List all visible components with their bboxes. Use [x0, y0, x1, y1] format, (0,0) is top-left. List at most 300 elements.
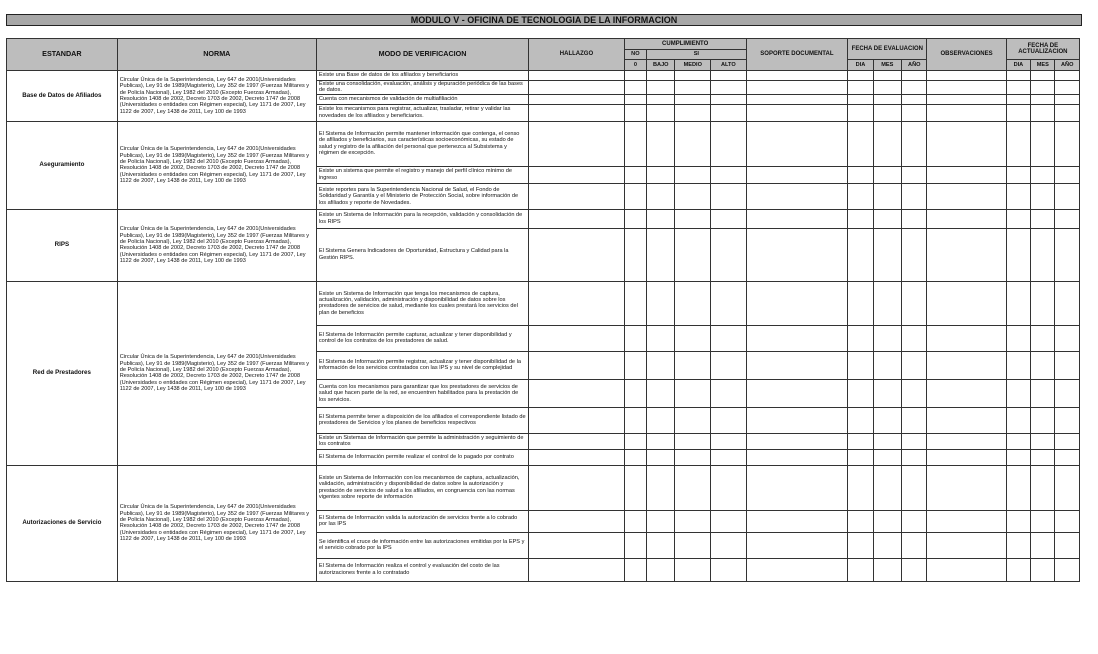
- empty-cell[interactable]: [1031, 166, 1055, 183]
- empty-cell[interactable]: [1006, 532, 1030, 558]
- empty-cell[interactable]: [1055, 121, 1080, 166]
- empty-cell[interactable]: [902, 104, 927, 121]
- empty-cell[interactable]: [1031, 379, 1055, 407]
- modo-verificacion-cell: El Sistema de Información valida la autorización de servicios frente a lo cobrado por las IPS: [316, 510, 528, 532]
- empty-cell[interactable]: [647, 379, 675, 407]
- empty-cell[interactable]: [1055, 166, 1080, 183]
- empty-cell[interactable]: [873, 71, 901, 81]
- empty-cell[interactable]: [675, 379, 711, 407]
- empty-cell[interactable]: [902, 166, 927, 183]
- empty-cell[interactable]: [624, 379, 646, 407]
- empty-cell[interactable]: [746, 351, 848, 379]
- empty-cell[interactable]: [873, 121, 901, 166]
- empty-cell[interactable]: [1031, 449, 1055, 465]
- empty-cell[interactable]: [1031, 228, 1055, 281]
- empty-cell[interactable]: [902, 532, 927, 558]
- empty-cell[interactable]: [848, 228, 873, 281]
- empty-cell[interactable]: [675, 94, 711, 104]
- empty-cell[interactable]: [1031, 325, 1055, 351]
- empty-cell[interactable]: [927, 71, 1006, 81]
- empty-cell[interactable]: [1055, 449, 1080, 465]
- empty-cell[interactable]: [746, 449, 848, 465]
- header-fecha-evaluacion: FECHA DE EVALUACION: [848, 39, 927, 60]
- empty-cell[interactable]: [529, 81, 625, 95]
- empty-cell[interactable]: [711, 379, 747, 407]
- empty-cell[interactable]: [848, 209, 873, 228]
- header-act-mes: MES: [1031, 60, 1055, 71]
- empty-cell[interactable]: [848, 449, 873, 465]
- empty-cell[interactable]: [848, 81, 873, 95]
- empty-cell[interactable]: [873, 81, 901, 95]
- empty-cell[interactable]: [746, 532, 848, 558]
- empty-cell[interactable]: [746, 81, 848, 95]
- empty-cell[interactable]: [1006, 104, 1030, 121]
- table-body: [7, 71, 1080, 582]
- empty-cell[interactable]: [624, 465, 646, 510]
- empty-cell[interactable]: [927, 104, 1006, 121]
- empty-cell[interactable]: [746, 281, 848, 325]
- empty-cell[interactable]: [1031, 94, 1055, 104]
- empty-cell[interactable]: [711, 325, 747, 351]
- header-alto: ALTO: [711, 60, 747, 71]
- empty-cell[interactable]: [529, 104, 625, 121]
- empty-cell[interactable]: [1006, 325, 1030, 351]
- empty-cell[interactable]: [624, 81, 646, 95]
- empty-cell[interactable]: [711, 532, 747, 558]
- empty-cell[interactable]: [873, 325, 901, 351]
- empty-cell[interactable]: [1055, 228, 1080, 281]
- header-fecha-actualizacion: FECHA DE ACTUALIZACION: [1006, 39, 1079, 60]
- empty-cell[interactable]: [902, 94, 927, 104]
- empty-cell[interactable]: [711, 465, 747, 510]
- empty-cell[interactable]: [873, 228, 901, 281]
- modo-verificacion-cell: Cuenta con mecanismos de validación de multiafiliación: [316, 94, 528, 104]
- empty-cell[interactable]: [746, 379, 848, 407]
- empty-cell[interactable]: [848, 281, 873, 325]
- empty-cell[interactable]: [675, 81, 711, 95]
- empty-cell[interactable]: [1055, 281, 1080, 325]
- modo-verificacion-cell: Existe reportes para la Superintendencia Nacional de Salud, el Fondo de Solidaridad y Garantía y el Ministerio de Protección Social, sobre información de los afiliados y reporte de Novedades.: [316, 183, 528, 209]
- empty-cell[interactable]: [1055, 325, 1080, 351]
- empty-cell[interactable]: [675, 351, 711, 379]
- empty-cell[interactable]: [1006, 121, 1030, 166]
- estandar-cell: Autorizaciones de Servicio: [7, 465, 118, 581]
- empty-cell[interactable]: [711, 510, 747, 532]
- empty-cell[interactable]: [848, 94, 873, 104]
- empty-cell[interactable]: [902, 465, 927, 510]
- empty-cell[interactable]: [711, 228, 747, 281]
- empty-cell[interactable]: [1031, 81, 1055, 95]
- empty-cell[interactable]: [529, 407, 625, 433]
- empty-cell[interactable]: [647, 407, 675, 433]
- table-row: [7, 465, 1080, 510]
- empty-cell[interactable]: [927, 407, 1006, 433]
- empty-cell[interactable]: [1006, 379, 1030, 407]
- empty-cell[interactable]: [1031, 433, 1055, 449]
- empty-cell[interactable]: [1031, 104, 1055, 121]
- empty-cell[interactable]: [647, 183, 675, 209]
- empty-cell[interactable]: [529, 379, 625, 407]
- header-act-dia: DIA: [1006, 60, 1030, 71]
- empty-cell[interactable]: [927, 558, 1006, 581]
- empty-cell[interactable]: [1055, 351, 1080, 379]
- empty-cell[interactable]: [624, 166, 646, 183]
- empty-cell[interactable]: [624, 449, 646, 465]
- empty-cell[interactable]: [902, 81, 927, 95]
- empty-cell[interactable]: [1031, 510, 1055, 532]
- empty-cell[interactable]: [1031, 183, 1055, 209]
- empty-cell[interactable]: [746, 325, 848, 351]
- empty-cell[interactable]: [873, 510, 901, 532]
- empty-cell[interactable]: [647, 465, 675, 510]
- empty-cell[interactable]: [927, 510, 1006, 532]
- empty-cell[interactable]: [1055, 510, 1080, 532]
- empty-cell[interactable]: [848, 558, 873, 581]
- empty-cell[interactable]: [1006, 510, 1030, 532]
- empty-cell[interactable]: [927, 532, 1006, 558]
- empty-cell[interactable]: [902, 558, 927, 581]
- empty-cell[interactable]: [848, 433, 873, 449]
- empty-cell[interactable]: [1031, 465, 1055, 510]
- modo-verificacion-cell: Cuenta con los mecanismos para garantizar que los prestadores de servicios de salud que hacen parte de la red, se encuentren habilitados para la prestación de los servicios.: [316, 379, 528, 407]
- empty-cell[interactable]: [927, 281, 1006, 325]
- empty-cell[interactable]: [647, 433, 675, 449]
- empty-cell[interactable]: [873, 532, 901, 558]
- empty-cell[interactable]: [746, 71, 848, 81]
- table-row: [7, 209, 1080, 228]
- empty-cell[interactable]: [624, 183, 646, 209]
- empty-cell[interactable]: [1006, 228, 1030, 281]
- empty-cell[interactable]: [902, 228, 927, 281]
- empty-cell[interactable]: [746, 121, 848, 166]
- modo-verificacion-cell: Existe una Base de datos de los afiliados y beneficiarios: [316, 71, 528, 81]
- empty-cell[interactable]: [711, 104, 747, 121]
- header-norma: NORMA: [117, 39, 316, 71]
- empty-cell[interactable]: [647, 449, 675, 465]
- empty-cell[interactable]: [711, 433, 747, 449]
- empty-cell[interactable]: [711, 71, 747, 81]
- modo-verificacion-cell: Existe los mecanismos para registrar, actualizar, trasladar, retirar y validar las novedades de los afiliados y beneficiarios.: [316, 104, 528, 121]
- empty-cell[interactable]: [647, 81, 675, 95]
- empty-cell[interactable]: [624, 510, 646, 532]
- empty-cell[interactable]: [647, 94, 675, 104]
- header-observaciones: OBSERVACIONES: [927, 39, 1006, 71]
- empty-cell[interactable]: [647, 71, 675, 81]
- empty-cell[interactable]: [647, 281, 675, 325]
- empty-cell[interactable]: [675, 228, 711, 281]
- empty-cell[interactable]: [1031, 121, 1055, 166]
- empty-cell[interactable]: [902, 510, 927, 532]
- empty-cell[interactable]: [647, 558, 675, 581]
- empty-cell[interactable]: [675, 209, 711, 228]
- modo-verificacion-cell: Existe un Sistema de Información que tenga los mecanismos de captura, actualización, validación, administración y disponibilidad de datos sobre los prestadores de servicios de salud, mediante los cuales prestará los servicios del plan de beneficios: [316, 281, 528, 325]
- empty-cell[interactable]: [1006, 433, 1030, 449]
- empty-cell[interactable]: [624, 532, 646, 558]
- empty-cell[interactable]: [529, 71, 625, 81]
- empty-cell[interactable]: [1006, 281, 1030, 325]
- header-no: NO: [624, 50, 646, 60]
- header-eval-dia: DIA: [848, 60, 873, 71]
- empty-cell[interactable]: [902, 209, 927, 228]
- empty-cell[interactable]: [1055, 379, 1080, 407]
- empty-cell[interactable]: [529, 532, 625, 558]
- empty-cell[interactable]: [927, 465, 1006, 510]
- empty-cell[interactable]: [873, 351, 901, 379]
- empty-cell[interactable]: [624, 407, 646, 433]
- empty-cell[interactable]: [873, 379, 901, 407]
- empty-cell[interactable]: [848, 325, 873, 351]
- empty-cell[interactable]: [1006, 71, 1030, 81]
- modo-verificacion-cell: Se identifica el cruce de información entre las autorizaciones emitidas por la EPS y el servicio cobrado por la IPS: [316, 532, 528, 558]
- empty-cell[interactable]: [848, 71, 873, 81]
- empty-cell[interactable]: [647, 209, 675, 228]
- empty-cell[interactable]: [624, 209, 646, 228]
- empty-cell[interactable]: [873, 558, 901, 581]
- empty-cell[interactable]: [873, 209, 901, 228]
- empty-cell[interactable]: [848, 510, 873, 532]
- empty-cell[interactable]: [746, 558, 848, 581]
- empty-cell[interactable]: [1031, 407, 1055, 433]
- verification-table: [6, 38, 1080, 582]
- modo-verificacion-cell: El Sistema de Información permite registrar, actualizar y tener disponibilidad de la información de los servicios contratados con las IPS y su nivel de complejidad: [316, 351, 528, 379]
- empty-cell[interactable]: [711, 407, 747, 433]
- empty-cell[interactable]: [848, 407, 873, 433]
- empty-cell[interactable]: [746, 104, 848, 121]
- empty-cell[interactable]: [1055, 81, 1080, 95]
- empty-cell[interactable]: [927, 379, 1006, 407]
- modo-verificacion-cell: El Sistema Genera Indicadores de Oportunidad, Estructura y Calidad para la Gestión RIPS.: [316, 228, 528, 281]
- empty-cell[interactable]: [746, 228, 848, 281]
- empty-cell[interactable]: [529, 183, 625, 209]
- empty-cell[interactable]: [711, 81, 747, 95]
- empty-cell[interactable]: [902, 183, 927, 209]
- empty-cell[interactable]: [873, 407, 901, 433]
- modo-verificacion-cell: Existe un sistema que permite el registro y manejo del perfil clínico mínimo de ingreso: [316, 166, 528, 183]
- empty-cell[interactable]: [1055, 532, 1080, 558]
- empty-cell[interactable]: [902, 325, 927, 351]
- modo-verificacion-cell: Existe un Sistemas de Información que permite la administración y seguimiento de los contratos: [316, 433, 528, 449]
- empty-cell[interactable]: [927, 94, 1006, 104]
- empty-cell[interactable]: [1031, 558, 1055, 581]
- empty-cell[interactable]: [873, 94, 901, 104]
- empty-cell[interactable]: [624, 433, 646, 449]
- empty-cell[interactable]: [529, 465, 625, 510]
- empty-cell[interactable]: [624, 104, 646, 121]
- header-medio: MEDIO: [675, 60, 711, 71]
- empty-cell[interactable]: [1031, 281, 1055, 325]
- empty-cell[interactable]: [848, 379, 873, 407]
- empty-cell[interactable]: [529, 325, 625, 351]
- empty-cell[interactable]: [746, 94, 848, 104]
- empty-cell[interactable]: [848, 351, 873, 379]
- empty-cell[interactable]: [647, 325, 675, 351]
- empty-cell[interactable]: [647, 510, 675, 532]
- table-row: [7, 281, 1080, 325]
- empty-cell[interactable]: [675, 510, 711, 532]
- empty-cell[interactable]: [529, 94, 625, 104]
- empty-cell[interactable]: [624, 228, 646, 281]
- empty-cell[interactable]: [647, 532, 675, 558]
- empty-cell[interactable]: [624, 351, 646, 379]
- empty-cell[interactable]: [848, 465, 873, 510]
- norma-cell: Circular Única de la Superintendencia, Ley 647 de 2001(Universidades Publicas), Ley 91 de 1989(Magisterio), Ley 352 de 1997 (Fuerzas Militares y de Policía Nacional), Ley 1982 del 2010 (Excepto Fuerzas Armadas), Resolución 1408 de 2002, Decreto 1703 de 2002, Decreto 1747 de 2008 (Universidades o entidades con Régimen especial), Ley 1171 de 2007, Ley 1122 de 2007, Ley 1438 de 2011, Ley 100 de 1993: [117, 281, 316, 465]
- empty-cell[interactable]: [711, 209, 747, 228]
- empty-cell[interactable]: [873, 104, 901, 121]
- modo-verificacion-cell: El Sistema de Información realiza el control y evaluación del costo de las autorizaciones frente a lo contratado: [316, 558, 528, 581]
- estandar-cell: RIPS: [7, 209, 118, 281]
- empty-cell[interactable]: [711, 121, 747, 166]
- empty-cell[interactable]: [1006, 166, 1030, 183]
- empty-cell[interactable]: [902, 379, 927, 407]
- empty-cell[interactable]: [848, 166, 873, 183]
- empty-cell[interactable]: [927, 433, 1006, 449]
- empty-cell[interactable]: [711, 449, 747, 465]
- empty-cell[interactable]: [902, 407, 927, 433]
- estandar-cell: Aseguramiento: [7, 121, 118, 209]
- empty-cell[interactable]: [902, 281, 927, 325]
- modo-verificacion-cell: Existe un Sistema de Información con los mecanismos de captura, actualización, validación, administración y disponibilidad de datos sobre la autorización y prestación de servicios de salud a los afiliados, en congruencia con las normas vigentes sobre reporte de información: [316, 465, 528, 510]
- empty-cell[interactable]: [647, 351, 675, 379]
- empty-cell[interactable]: [711, 183, 747, 209]
- empty-cell[interactable]: [927, 166, 1006, 183]
- empty-cell[interactable]: [873, 465, 901, 510]
- empty-cell[interactable]: [624, 325, 646, 351]
- empty-cell[interactable]: [873, 183, 901, 209]
- empty-cell[interactable]: [624, 281, 646, 325]
- empty-cell[interactable]: [1031, 532, 1055, 558]
- empty-cell[interactable]: [711, 558, 747, 581]
- empty-cell[interactable]: [927, 183, 1006, 209]
- empty-cell[interactable]: [1055, 407, 1080, 433]
- header-si: SI: [647, 50, 747, 60]
- empty-cell[interactable]: [529, 228, 625, 281]
- empty-cell[interactable]: [529, 510, 625, 532]
- empty-cell[interactable]: [848, 183, 873, 209]
- empty-cell[interactable]: [746, 183, 848, 209]
- empty-cell[interactable]: [1006, 209, 1030, 228]
- header-bajo: BAJO: [647, 60, 675, 71]
- empty-cell[interactable]: [927, 81, 1006, 95]
- empty-cell[interactable]: [529, 121, 625, 166]
- empty-cell[interactable]: [1055, 94, 1080, 104]
- empty-cell[interactable]: [1055, 183, 1080, 209]
- empty-cell[interactable]: [675, 104, 711, 121]
- empty-cell[interactable]: [675, 121, 711, 166]
- empty-cell[interactable]: [675, 558, 711, 581]
- empty-cell[interactable]: [848, 121, 873, 166]
- empty-cell[interactable]: [927, 325, 1006, 351]
- empty-cell[interactable]: [529, 166, 625, 183]
- empty-cell[interactable]: [1055, 209, 1080, 228]
- empty-cell[interactable]: [675, 71, 711, 81]
- header-estandar: ESTANDAR: [7, 39, 118, 71]
- empty-cell[interactable]: [1055, 71, 1080, 81]
- empty-cell[interactable]: [675, 281, 711, 325]
- empty-cell[interactable]: [647, 228, 675, 281]
- empty-cell[interactable]: [711, 166, 747, 183]
- empty-cell[interactable]: [529, 209, 625, 228]
- empty-cell[interactable]: [902, 351, 927, 379]
- empty-cell[interactable]: [647, 104, 675, 121]
- empty-cell[interactable]: [927, 209, 1006, 228]
- empty-cell[interactable]: [711, 281, 747, 325]
- empty-cell[interactable]: [927, 228, 1006, 281]
- empty-cell[interactable]: [624, 121, 646, 166]
- empty-cell[interactable]: [529, 433, 625, 449]
- empty-cell[interactable]: [675, 325, 711, 351]
- empty-cell[interactable]: [1031, 71, 1055, 81]
- empty-cell[interactable]: [529, 449, 625, 465]
- empty-cell[interactable]: [647, 166, 675, 183]
- empty-cell[interactable]: [746, 166, 848, 183]
- empty-cell[interactable]: [848, 104, 873, 121]
- empty-cell[interactable]: [873, 166, 901, 183]
- empty-cell[interactable]: [927, 121, 1006, 166]
- empty-cell[interactable]: [675, 449, 711, 465]
- empty-cell[interactable]: [902, 433, 927, 449]
- empty-cell[interactable]: [711, 94, 747, 104]
- empty-cell[interactable]: [1055, 104, 1080, 121]
- empty-cell[interactable]: [902, 71, 927, 81]
- empty-cell[interactable]: [927, 449, 1006, 465]
- empty-cell[interactable]: [529, 281, 625, 325]
- empty-cell[interactable]: [746, 510, 848, 532]
- empty-cell[interactable]: [1006, 465, 1030, 510]
- empty-cell[interactable]: [873, 449, 901, 465]
- empty-cell[interactable]: [1055, 465, 1080, 510]
- empty-cell[interactable]: [873, 281, 901, 325]
- empty-cell[interactable]: [746, 433, 848, 449]
- module-title: MODULO V - OFICINA DE TECNOLOGIA DE LA INFORMACION: [6, 14, 1082, 26]
- empty-cell[interactable]: [746, 407, 848, 433]
- empty-cell[interactable]: [1006, 94, 1030, 104]
- empty-cell[interactable]: [711, 351, 747, 379]
- empty-cell[interactable]: [746, 465, 848, 510]
- empty-cell[interactable]: [675, 166, 711, 183]
- empty-cell[interactable]: [1006, 407, 1030, 433]
- empty-cell[interactable]: [675, 183, 711, 209]
- empty-cell[interactable]: [624, 71, 646, 81]
- header-act-anio: AÑO: [1055, 60, 1080, 71]
- empty-cell[interactable]: [902, 121, 927, 166]
- empty-cell[interactable]: [746, 209, 848, 228]
- modo-verificacion-cell: Existe un Sistema de Información para la recepción, validación y consolidación de los RIPS: [316, 209, 528, 228]
- empty-cell[interactable]: [647, 121, 675, 166]
- empty-cell[interactable]: [1006, 183, 1030, 209]
- empty-cell[interactable]: [1006, 81, 1030, 95]
- empty-cell[interactable]: [1006, 351, 1030, 379]
- empty-cell[interactable]: [624, 94, 646, 104]
- empty-cell[interactable]: [624, 558, 646, 581]
- empty-cell[interactable]: [1031, 209, 1055, 228]
- empty-cell[interactable]: [1006, 558, 1030, 581]
- empty-cell[interactable]: [529, 351, 625, 379]
- empty-cell[interactable]: [675, 433, 711, 449]
- empty-cell[interactable]: [675, 407, 711, 433]
- norma-cell: Circular Única de la Superintendencia, Ley 647 de 2001(Universidades Publicas), Ley 91 de 1989(Magisterio), Ley 352 de 1997 (Fuerzas Militares y de Policía Nacional), Ley 1982 del 2010 (Excepto Fuerzas Armadas), Resolución 1408 de 2002, Decreto 1703 de 2002, Decreto 1747 de 2008 (Universidades o entidades con Régimen especial), Ley 1171 de 2007, Ley 1122 de 2007, Ley 1438 de 2011, Ley 100 de 1993: [117, 209, 316, 281]
- empty-cell[interactable]: [927, 351, 1006, 379]
- empty-cell[interactable]: [529, 558, 625, 581]
- empty-cell[interactable]: [848, 532, 873, 558]
- empty-cell[interactable]: [1055, 433, 1080, 449]
- empty-cell[interactable]: [902, 449, 927, 465]
- empty-cell[interactable]: [675, 465, 711, 510]
- empty-cell[interactable]: [1055, 558, 1080, 581]
- empty-cell[interactable]: [873, 433, 901, 449]
- empty-cell[interactable]: [1031, 351, 1055, 379]
- empty-cell[interactable]: [675, 532, 711, 558]
- empty-cell[interactable]: [1006, 449, 1030, 465]
